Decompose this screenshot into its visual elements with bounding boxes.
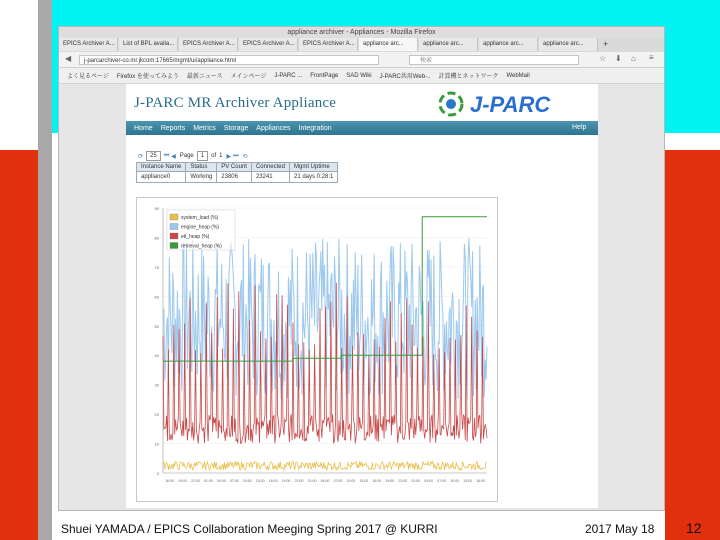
reload-icon[interactable]: ⟲: [242, 153, 248, 160]
column-header[interactable]: Status: [186, 163, 217, 172]
tab-strip: [59, 38, 664, 52]
browser-tab[interactable]: List of BPL availa...: [119, 38, 178, 51]
page-label: Page: [179, 153, 194, 159]
y-tick-label: 90: [154, 206, 159, 211]
cell-instance-name[interactable]: appliance0: [137, 172, 186, 183]
x-tick-label: 16:00: [372, 479, 382, 483]
cell-status: Working: [186, 172, 217, 183]
bookmark-item[interactable]: WebMail: [506, 72, 530, 79]
x-tick-label: 10:00: [450, 479, 459, 483]
x-tick-label: 13:00: [359, 479, 369, 483]
bookmark-item[interactable]: FrontPage: [310, 72, 339, 79]
x-tick-label: 22:00: [294, 479, 304, 483]
slide-page-number: 12: [686, 520, 702, 536]
x-tick-label: 19:00: [178, 479, 187, 483]
y-tick-label: 70: [154, 264, 159, 270]
x-tick-label: 19:00: [385, 479, 395, 483]
column-header[interactable]: Connected: [251, 163, 289, 172]
instances-table: [136, 162, 338, 183]
bookmark-item[interactable]: J-PARC ...: [274, 72, 303, 79]
back-icon[interactable]: ◀: [65, 54, 72, 63]
nav-help[interactable]: Help: [572, 124, 587, 131]
column-header[interactable]: Instance Name: [137, 163, 186, 172]
y-tick-label: 30: [154, 382, 159, 388]
nav-appliances[interactable]: Appliances: [256, 124, 291, 132]
page-input[interactable]: 1: [197, 151, 208, 161]
y-tick-label: 20: [154, 412, 159, 418]
bookmark-item[interactable]: J-PARC共用Web-..: [379, 74, 431, 80]
cell-pv-count: 23806: [217, 172, 252, 183]
slide-left-bar: [38, 0, 52, 540]
metrics-chart: [137, 198, 497, 501]
x-tick-label: 16:00: [268, 479, 278, 483]
next-page-icon[interactable]: ▶: [226, 153, 232, 160]
cell-connected: 23241: [251, 172, 289, 183]
legend-label: system_load (%): [181, 215, 219, 221]
x-tick-label: 22:00: [398, 479, 408, 483]
x-tick-label: 04:00: [424, 479, 434, 483]
bookmark-item[interactable]: 最新ニュース: [186, 74, 223, 80]
bookmark-item[interactable]: 計算機とネットワーク: [438, 74, 499, 80]
x-tick-label: 04:00: [320, 479, 330, 483]
app-content: [126, 84, 598, 508]
x-tick-label: 07:00: [229, 479, 239, 483]
x-tick-label: 01:00: [307, 479, 317, 483]
download-icon[interactable]: ⬇: [615, 54, 622, 63]
jparc-logo: [436, 89, 596, 119]
nav-home[interactable]: Home: [134, 124, 153, 132]
bookmark-item[interactable]: Firefox を使ってみよう: [116, 74, 179, 80]
x-tick-label: 16:00: [165, 479, 174, 483]
x-tick-label: 07:00: [437, 479, 447, 483]
bookmarks-toolbar: [59, 68, 664, 84]
x-tick-label: 22:00: [191, 479, 200, 483]
slide-red-block-right: [665, 150, 720, 540]
x-tick-label: 07:00: [333, 479, 343, 483]
refresh-icon[interactable]: ⟳: [138, 153, 144, 160]
table-row[interactable]: [137, 172, 338, 183]
of-label: of: [211, 153, 217, 159]
navigation-bar: [59, 52, 664, 68]
legend-swatch: [170, 243, 178, 249]
browser-tab-active[interactable]: appliance arc...: [359, 38, 418, 51]
y-tick-label: 60: [154, 294, 159, 300]
new-tab-icon[interactable]: +: [603, 39, 609, 49]
x-tick-label: 19:00: [281, 479, 291, 483]
y-tick-label: 0: [156, 471, 159, 476]
slide-date: 2017 May 18: [585, 522, 655, 536]
browser-tab[interactable]: EPICS Archiver A...: [179, 38, 238, 51]
home-icon[interactable]: ⌂: [631, 54, 636, 63]
menu-icon[interactable]: ≡: [649, 53, 654, 62]
legend-swatch: [170, 224, 178, 230]
main-nav: [126, 121, 598, 135]
page-size-select[interactable]: 25: [146, 151, 161, 161]
y-tick-label: 40: [154, 353, 159, 359]
x-tick-label: 01:00: [411, 479, 421, 483]
x-tick-label: 10:00: [346, 479, 356, 483]
x-tick-label: 10:00: [242, 479, 252, 483]
browser-window: [58, 26, 665, 511]
slide-red-block-left: [0, 150, 38, 540]
bookmark-item[interactable]: メインページ: [230, 74, 267, 80]
bookmark-star-icon[interactable]: ☆: [599, 54, 607, 63]
x-tick-label: 04:00: [216, 479, 226, 483]
browser-tab[interactable]: appliance arc...: [419, 38, 478, 51]
browser-tab[interactable]: appliance arc...: [539, 38, 598, 51]
x-tick-label: 16:00: [476, 479, 485, 483]
metrics-chart-frame: [136, 197, 498, 502]
x-tick-label: 13:00: [463, 479, 472, 483]
legend-swatch: [170, 214, 178, 220]
window-title: appliance archiver - Appliances - Mozilla Firefox: [59, 27, 664, 38]
last-page-icon[interactable]: ⏭: [233, 152, 239, 159]
y-tick-label: 80: [154, 235, 159, 241]
bookmark-item[interactable]: よく見るページ: [67, 74, 109, 80]
y-tick-label: 50: [154, 323, 159, 329]
legend-swatch: [170, 233, 178, 239]
nav-metrics[interactable]: Metrics: [193, 124, 216, 132]
legend-label: retrieval_heap (%): [181, 243, 222, 250]
browser-tab[interactable]: EPICS Archiver A...: [239, 38, 298, 51]
search-input[interactable]: 検索: [409, 55, 579, 65]
page-title: J-PARC MR Archiver Appliance: [134, 95, 337, 111]
table-header-row: [137, 163, 338, 172]
first-page-icon[interactable]: ⏮: [163, 152, 170, 159]
x-tick-label: 01:00: [203, 479, 213, 483]
logo-text: J-PARC: [470, 92, 551, 117]
browser-tab[interactable]: EPICS Archiver A...: [299, 38, 358, 51]
total-pages: 1: [219, 153, 223, 159]
column-header[interactable]: PV Count: [217, 163, 252, 172]
browser-tab[interactable]: EPICS Archiver A...: [59, 38, 118, 51]
nav-reports[interactable]: Reports: [160, 124, 186, 132]
slide-footer: Shuei YAMADA / EPICS Collaboration Meeging Spring 2017 @ KURRI: [61, 522, 438, 536]
page-viewport: [59, 84, 664, 511]
series-system-load: [163, 461, 487, 470]
grid-pager: [138, 151, 248, 161]
x-tick-label: 13:00: [255, 479, 265, 483]
cell-uptime: 21 days 0:28:1: [289, 172, 337, 183]
browser-tab[interactable]: appliance arc...: [479, 38, 538, 51]
nav-integration[interactable]: Integration: [298, 124, 332, 132]
prev-page-icon[interactable]: ◀: [171, 153, 176, 160]
y-tick-label: 10: [154, 441, 159, 447]
bookmark-item[interactable]: SAD Wiki: [346, 72, 372, 79]
nav-storage[interactable]: Storage: [223, 124, 249, 132]
legend-label: engine_heap (%): [181, 224, 220, 231]
legend-label: etl_heap (%): [181, 234, 210, 240]
url-bar[interactable]: j-parcarchiver-co.mr.jkcom:17665/mgmt/ui/appliance.html: [79, 55, 379, 65]
column-header[interactable]: Mgmt Uptime: [289, 163, 337, 172]
